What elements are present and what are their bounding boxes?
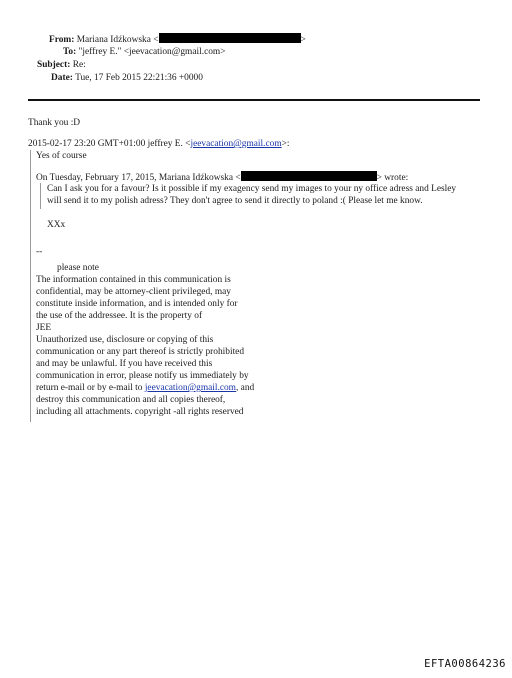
from-label: From: — [49, 35, 75, 45]
to-line — [63, 46, 226, 59]
quote2-line: Can I ask you for a favour? Is it possible if my exagency send my images to your ny office adress and Lesley — [47, 184, 457, 194]
signature-line: constitute inside information, and is intended only for — [36, 299, 238, 309]
signature-line: confidential, may be attorney-client privileged, may — [36, 287, 231, 297]
email-link[interactable]: jeevacation@gmail.com — [190, 139, 282, 149]
signature-line: communication or any part thereof is strictly prohibited — [36, 347, 245, 357]
header-divider — [28, 99, 480, 101]
signature-line: The information contained in this communication is — [36, 275, 231, 285]
quote-bar — [30, 150, 31, 422]
signature-line: including all attachments. copyright -all rights reserved — [36, 407, 244, 417]
redaction-box — [159, 33, 301, 43]
date-line — [51, 72, 203, 85]
sig-line-pre: return e-mail or by e-mail to — [36, 383, 145, 393]
subject-label: Subject: — [37, 60, 71, 70]
quote1-intro-post: >: — [281, 139, 290, 149]
signature-line: Unauthorized use, disclosure or copying of this — [36, 335, 214, 345]
subject-value: Re: — [72, 60, 86, 70]
signature-dash: -- — [36, 247, 43, 257]
date-label: Date: — [51, 73, 73, 83]
to-value: "jeffrey E." <jeevacation@gmail.com> — [78, 47, 226, 57]
signature-line: JEE — [36, 323, 52, 333]
signature-line: please note — [57, 263, 99, 273]
signoff: XXx — [47, 220, 66, 230]
from-name: Mariana Idźkowska < — [76, 35, 159, 45]
date-value: Tue, 17 Feb 2015 22:21:36 +0000 — [75, 73, 203, 83]
sig-line-post: , and — [235, 383, 255, 393]
from-suffix: > — [300, 35, 306, 45]
quote-bar-nested — [40, 183, 41, 209]
quote2-intro-post: > wrote: — [376, 173, 409, 183]
signature-line: and may be unlawful. If you have received this — [36, 359, 213, 369]
signature-line — [36, 382, 254, 394]
from-line — [49, 33, 306, 47]
quote1-text: Yes of course — [36, 151, 87, 161]
quote1-intro-pre: 2015-02-17 23:20 GMT+01:00 jeffrey E. < — [28, 139, 191, 149]
reply-text: Thank you :D — [28, 118, 81, 128]
signature-line: destroy this communication and all copies thereof, — [36, 395, 226, 405]
redaction-box — [241, 171, 377, 181]
bates-number: EFTA00864236 — [424, 658, 506, 670]
quote2-line: will send it to my polish adress? They don't agree to send it directly to poland :( Please let me know. — [47, 196, 423, 206]
signature-line: communication in error, please notify us immediately by — [36, 371, 249, 381]
quote1-intro — [28, 138, 290, 150]
subject-line — [37, 59, 86, 72]
to-label: To: — [63, 47, 77, 57]
email-link[interactable]: jeevacation@gmail.com — [144, 383, 236, 393]
quote2-intro-pre: On Tuesday, February 17, 2015, Mariana Idźkowska < — [36, 173, 241, 183]
signature-line: the use of the addressee. It is the property of — [36, 311, 203, 321]
